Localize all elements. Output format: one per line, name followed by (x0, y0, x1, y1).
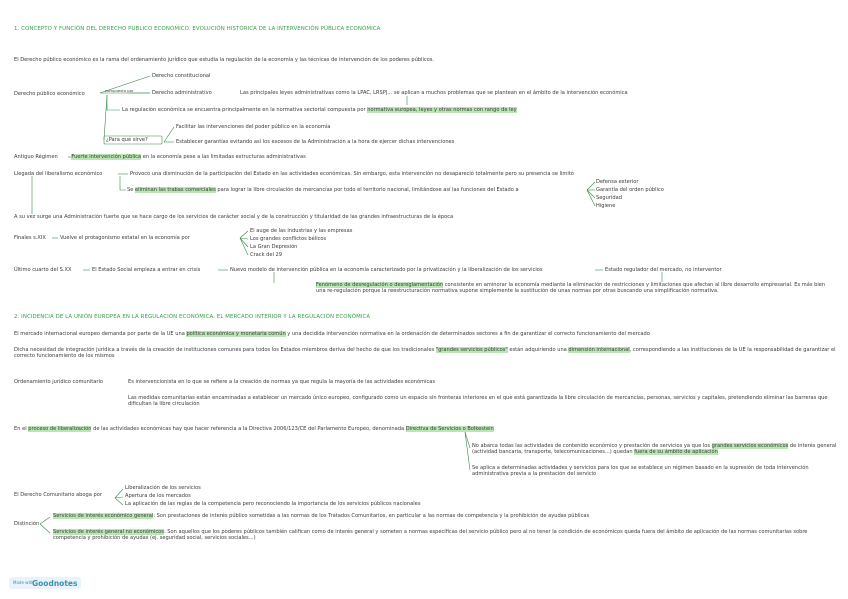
fenomeno-highlight: Fenómeno de desregulación o desreglamentación (316, 282, 444, 288)
goodnotes-brand: Goodnotes (32, 578, 78, 588)
mercado-rest: y una decidida intervención normativa en la ordenación de determinados sectores a fin de garantizar el correcto funcionamiento del mercado (285, 331, 650, 337)
comunitario-item: Apertura de los mercados (125, 493, 191, 499)
finalidad-1: Facilitar las intervenciones del poder público en la economía (176, 124, 331, 130)
liberalizacion-text (14, 426, 494, 432)
regulacion-highlight: normativa europea, leyes y otras normas con rango de ley (367, 107, 517, 113)
bolkestein-p1-pre: No abarca todas las actividades de contenido económico y prestación de servicios ya que los (472, 443, 712, 449)
liberalismo-text-1: Provocó una disminución de la participación del Estado en las actividades económicas. Sin embargo, esta intervención no desapareció totalmente pero su presencia se limitó (130, 171, 574, 177)
estado-regulador-text: Estado regulador del mercado, no interventor (605, 267, 722, 273)
comunitario-label: El Derecho Comunitario aboga por (14, 492, 102, 498)
funcion-item: Seguridad (596, 195, 622, 201)
bolkestein-point-2: Se aplica a determinadas actividades y servicios para los que se establece un régimen basado en la supresión de toda intervención administrativa previa a la prestación del servicio (472, 465, 809, 478)
antiguo-regimen (14, 154, 306, 160)
liberalismo-label: Llegada del liberalismo económico (14, 171, 103, 177)
nuevo-modelo-text: Nuevo modelo de intervención pública en la economía caracterizado por la privatización y la liberalización de los servicios (230, 267, 543, 273)
bolkestein-point-1 (472, 443, 842, 456)
necesidad-text (14, 347, 842, 360)
funcion-item: Garantía del orden público (596, 187, 664, 193)
causa-item: La Gran Depresión (250, 244, 298, 250)
antiguo-rest: en la economía pese a las limitadas estructuras administrativas (141, 154, 306, 160)
xx-label: Último cuarto del S.XX (14, 267, 72, 273)
distincion-a-rest: : Son prestaciones de interés público sometidas a las normas de los Tratados Comunitarios, en particular a las normas de competencia y la prohibición de ayudas públicas (153, 513, 590, 519)
goodnotes-badge[interactable] (9, 577, 81, 589)
mercado-highlight: política económica y monetaria común (186, 331, 286, 337)
funcion-item: Defensa exterior (596, 179, 639, 185)
xix-text: Vuelve el protagonismo estatal en la economía por (60, 235, 190, 241)
comunitario-item: Liberalización de los servicios (125, 485, 201, 491)
causa-item: El auge de las industrias y las empresas (250, 228, 353, 234)
ordenamiento-label: Ordenamiento jurídico comunitario (14, 379, 104, 385)
liberalismo-text-2 (127, 187, 519, 193)
liberalismo-highlight: eliminan las trabas comerciales (135, 187, 216, 193)
necesidad-highlight-2: dimensión internacional (568, 347, 630, 353)
antiguo-label: Antiguo Régimen (14, 154, 58, 160)
distincion-b-highlight: Servicios de interés general no económicos (53, 529, 164, 535)
para-que-sirve: ¿Para qué sirve? (106, 137, 148, 143)
distincion-a (53, 513, 589, 519)
liberalizacion-highlight-2: Directiva de Servicios o Bolkestein (405, 426, 494, 432)
fenomeno-text (316, 282, 836, 295)
regulacion-text (122, 107, 517, 113)
fenomeno-rest: consistente en aminorar la economía mediante la eliminación de restricciones y limitaciones que afectan al libre desarrollo empresarial. Es más bien una re-regulación porque la reestructuración normativa supone simplemente la sustitución de unas normas por otras buscando una simplificación normativa. (316, 282, 826, 295)
comunitario-item: La aplicación de las reglas de la competencia pero reconociendo la importancia de los servicios públicos nacionales (125, 501, 421, 507)
bolkestein-p1-mid: de interés general (actividad bancaria, transporte, telecomunicaciones...) quedan (472, 443, 837, 456)
necesidad-rest: , correspondiendo a las instituciones de la UE la responsabilidad de garantizar el correcto funcionamiento de los mismos (14, 347, 836, 360)
admin-fuerte-text: A su vez surge una Administración fuerte que se hace cargo de los servicios de carácter social y de la construcción y titularidad de las grandes infraestructuras de la época (14, 214, 454, 220)
distincion-b-rest: : Son aquellos que los poderes públicos también califican como de interés general y someten a normas específicas del servicio público pero al no tener la condición de económicos queda fuera del ámbito de aplicación de las normas comunitarias sobre competencia y prohibición de ayudas (ej. seguridad social, servicios sociales...) (53, 529, 808, 542)
admin-text: Las principales leyes administrativas como la LPAC, LRSPJ... se aplican a muchos problemas que se plantean en el ámbito de la intervención económica (240, 90, 628, 96)
estado-social-text: El Estado Social empieza a entrar en crisis (92, 267, 201, 273)
liberalismo-rest-2: para lograr la libre circulación de mercancías por todo el territorio nacional, limitándose así las funciones del Estado a (215, 187, 519, 193)
antiguo-highlight: Fuerte intervención pública (71, 154, 142, 160)
compuesto-label: compuesto por (105, 88, 134, 93)
ordenamiento-text-2: Las medidas comunitarias están encaminadas a establecer un mercado único europeo, configurado como un espacio sin fronteras interiores en el que está garantizada la libre circulación de mercancías, personas, servicios y capitales, pretendiendo eliminar las barreras que dificultan la libre circulación (128, 395, 828, 408)
finalidad-2: Establecer garantías evitando así los excesos de la Administración a la hora de ejercer dichas intervenciones (176, 139, 455, 145)
funcion-item: Higiene (596, 203, 616, 209)
derecho-constitucional: Derecho constitucional (152, 73, 211, 79)
bolkestein-p1-highlight-2: fuera de su ámbito de aplicación (634, 449, 718, 456)
causa-item: Crack del 29 (250, 252, 283, 258)
intro-text: El Derecho público económico es la rama del ordenamiento jurídico que estudia la regulación de la economía y las técnicas de intervención de los poderes públicos. (14, 57, 435, 63)
necesidad-mid: están adquiriendo una (507, 347, 569, 353)
derecho-administrativo: Derecho administrativo (152, 90, 212, 96)
xix-label: Finales s.XIX (14, 235, 46, 241)
regulacion-pre: La regulación económica se encuentra principalmente en la normativa sectorial compuesta por (122, 107, 368, 113)
causa-item: Los grandes conflictos bélicos (250, 236, 327, 242)
distincion-label: Distinción (14, 521, 40, 527)
mercado-text (14, 331, 650, 337)
ordenamiento-text-1: Es intervencionista en lo que se refiere a la creación de normas ya que regula la mayoría de las actividades económicas (128, 379, 436, 385)
liberalizacion-pre: En el (14, 426, 29, 432)
liberalismo-pre-2: Se (127, 187, 135, 193)
necesidad-pre: Dicha necesidad de integración jurídica a través de la creación de instituciones comunes para todos los Estados miembros deriva del hecho de que los tradicionales (14, 347, 436, 353)
distincion-a-highlight: Servicios de interés económico general (53, 513, 154, 519)
section-2-title: 2. INCIDENCIA DE LA UNIÓN EUROPEA EN LA REGULACIÓN ECONÓMICA. EL MERCADO INTERIOR Y LA REGULACIÓN ECONÓMICA (14, 314, 371, 320)
bolkestein-p1-highlight: grandes servicios económicos (711, 443, 789, 449)
mercado-pre: El mercado internacional europeo demanda por parte de la UE una (14, 331, 187, 337)
liberalizacion-mid: de las actividades económicas hay que hacer referencia a la Directiva 2006/123/CE del Parlamento Europeo, denominada (91, 426, 406, 432)
dpe-label: Derecho público económico (14, 91, 85, 97)
distincion-b (53, 529, 838, 542)
made-with-text: Made with (13, 580, 34, 585)
liberalizacion-highlight-1: proceso de liberalización (28, 426, 92, 432)
section-1-title: 1. CONCEPTO Y FUNCIÓN DEL DERECHO PUBLICO ECONÓMICO. EVOLUCIÓN HISTÓRICA DE LA INTERVENCIÓN PÚBLICA ECONÓMICA (14, 26, 381, 32)
necesidad-highlight-1: "grandes servicios públicos" (435, 347, 508, 353)
